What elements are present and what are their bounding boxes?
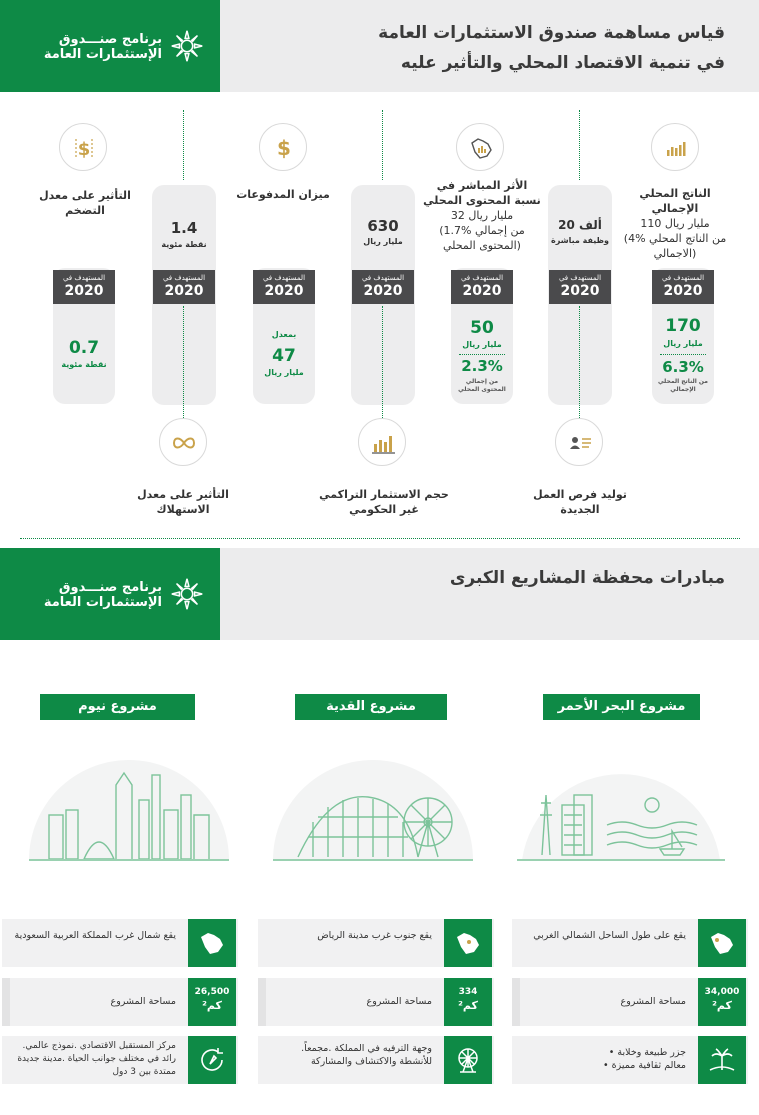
- saudi-map-pin-icon: [452, 927, 484, 959]
- inflation-label: التأثير على معدل التضخم: [39, 189, 131, 217]
- saudi-map-icon: [466, 133, 496, 163]
- dollar-icon: [269, 133, 299, 163]
- section-divider: [20, 538, 740, 539]
- consumption-icon: [159, 418, 207, 466]
- neom-illustration: [24, 755, 234, 865]
- id-card-icon: [565, 428, 595, 458]
- bar-chart-icon: [661, 133, 691, 163]
- consumption-bottom-label: التأثير على معدل الاستهلاك: [137, 488, 229, 516]
- neom-desc-row: .مركز المستقبل الاقتصادي .نموذج عالمي رائد في مختلف جوانب الحياة .مدينة جديدة ممتدة بين 3 دول: [2, 1036, 238, 1084]
- qiddiya-area-row: مساحة المشروع 334 كم²: [258, 978, 494, 1026]
- dotted-connector: [382, 110, 383, 180]
- gdp-target-pct: 6.3%: [662, 358, 704, 376]
- local-content-label: الأثر المباشر في نسبة المحتوى المحلي 32 مليار ريال (1.7% من إجمالي المحتوى المحلي): [423, 179, 541, 252]
- section1-title: قياس مساهمة صندوق الاستثمارات العامة في تنمية الاقتصاد المحلي والتأثير عليه: [378, 23, 725, 73]
- gdp-target-value: 170: [665, 316, 701, 336]
- dotted-connector: [382, 306, 383, 418]
- red-sea-location-row: يقع على طول الساحل الشمالي الغربي: [512, 919, 748, 967]
- svg-text:$: $: [77, 139, 91, 160]
- area-square: 334 كم²: [444, 978, 492, 1026]
- payments-target-value: 47: [272, 346, 296, 366]
- pif-emblem-icon: [168, 575, 206, 613]
- gdp-label: الناتج المحلي الإجمالي 110 مليار ريال (4% من الناتج المحلي الاجمالي): [623, 187, 727, 260]
- saudi-map-icon: [196, 927, 228, 959]
- dotted-connector: [183, 110, 184, 180]
- payments-icon: [259, 123, 307, 171]
- gdp-icon: [651, 123, 699, 171]
- local-target-value: 50: [470, 318, 494, 338]
- target-badge: المستهدف في 2020: [652, 270, 714, 304]
- ferris-wheel-icon: [452, 1044, 484, 1076]
- rocket-cycle-icon: [196, 1044, 228, 1076]
- palm-island-icon: [706, 1044, 738, 1076]
- saudi-map-pin-icon: [706, 927, 738, 959]
- target-badge: المستهدف في 2020: [253, 270, 315, 304]
- location-square: [698, 919, 746, 967]
- local-content-icon: [456, 123, 504, 171]
- header-gray-bar: [220, 548, 759, 640]
- qiddiya-location-row: يقع جنوب غرب مدينة الرياض: [258, 919, 494, 967]
- brand-panel: [0, 0, 220, 92]
- payments-label: ميزان المدفوعات: [236, 188, 330, 201]
- dotted-connector: [183, 306, 184, 418]
- location-square: [188, 919, 236, 967]
- red-sea-desc-row: • جزر طبيعة وخلابة • معالم ثقافية مميزة: [512, 1036, 748, 1084]
- target-badge: المستهدف في 2020: [451, 270, 513, 304]
- inflation-icon: [59, 123, 107, 171]
- red-sea-area-row: مساحة المشروع 34,000 كم²: [512, 978, 748, 1026]
- dollar-arrows-icon: [69, 133, 99, 163]
- local-target-pct: 2.3%: [461, 357, 503, 375]
- pif-emblem-icon: [168, 27, 206, 65]
- desc-square: [698, 1036, 746, 1084]
- neom-location-row: يقع شمال غرب المملكة العربية السعودية: [2, 919, 238, 967]
- investment-card: 630 مليار ريال: [351, 185, 415, 405]
- brand-name: برنامج صنـــدوق الإستثمارات العامة: [43, 32, 162, 62]
- red-sea-illustration: [512, 755, 730, 865]
- location-square: [444, 919, 492, 967]
- qiddiya-desc-row: .وجهة الترفيه في المملكة .مجمعاً للأنشطة والاكتشاف والمشاركة: [258, 1036, 494, 1084]
- dotted-connector: [579, 110, 580, 180]
- jobs-card: 20 ألف وظيفة مباشرة: [548, 185, 612, 405]
- neom-area-row: مساحة المشروع 26,500 كم²: [2, 978, 238, 1026]
- desc-square: [188, 1036, 236, 1084]
- bar-chart-icon: [368, 428, 398, 458]
- section2-title: مبادرات محفظة المشاريع الكبرى: [449, 568, 725, 588]
- target-badge: المستهدف في 2020: [549, 270, 611, 304]
- jobs-icon: [555, 418, 603, 466]
- project-title-neom: مشروع نيوم: [40, 694, 195, 720]
- jobs-bottom-label: توليد فرص العمل الجديدة: [533, 488, 627, 516]
- brand-panel: [0, 548, 220, 640]
- infinity-icon: [169, 428, 199, 458]
- area-square: 34,000 كم²: [698, 978, 746, 1026]
- investment-icon: [358, 418, 406, 466]
- project-title-qiddiya: مشروع القدية: [295, 694, 447, 720]
- dotted-connector: [579, 306, 580, 418]
- desc-square: [444, 1036, 492, 1084]
- brand-name: برنامج صنـــدوق الإستثمارات العامة: [43, 580, 162, 610]
- investment-bottom-label: حجم الاستثمار التراكمي غير الحكومي: [319, 488, 449, 516]
- target-badge: المستهدف في 2020: [53, 270, 115, 304]
- consumption-card: 1.4 نقطة مئوية: [152, 185, 216, 405]
- target-badge: المستهدف في 2020: [352, 270, 414, 304]
- target-badge: المستهدف في 2020: [153, 270, 215, 304]
- qiddiya-illustration: [268, 752, 478, 864]
- area-square: 26,500 كم²: [188, 978, 236, 1026]
- svg-text:$: $: [277, 136, 291, 160]
- inflation-target-value: 0.7: [68, 338, 100, 358]
- project-title-red-sea: مشروع البحر الأحمر: [543, 694, 700, 720]
